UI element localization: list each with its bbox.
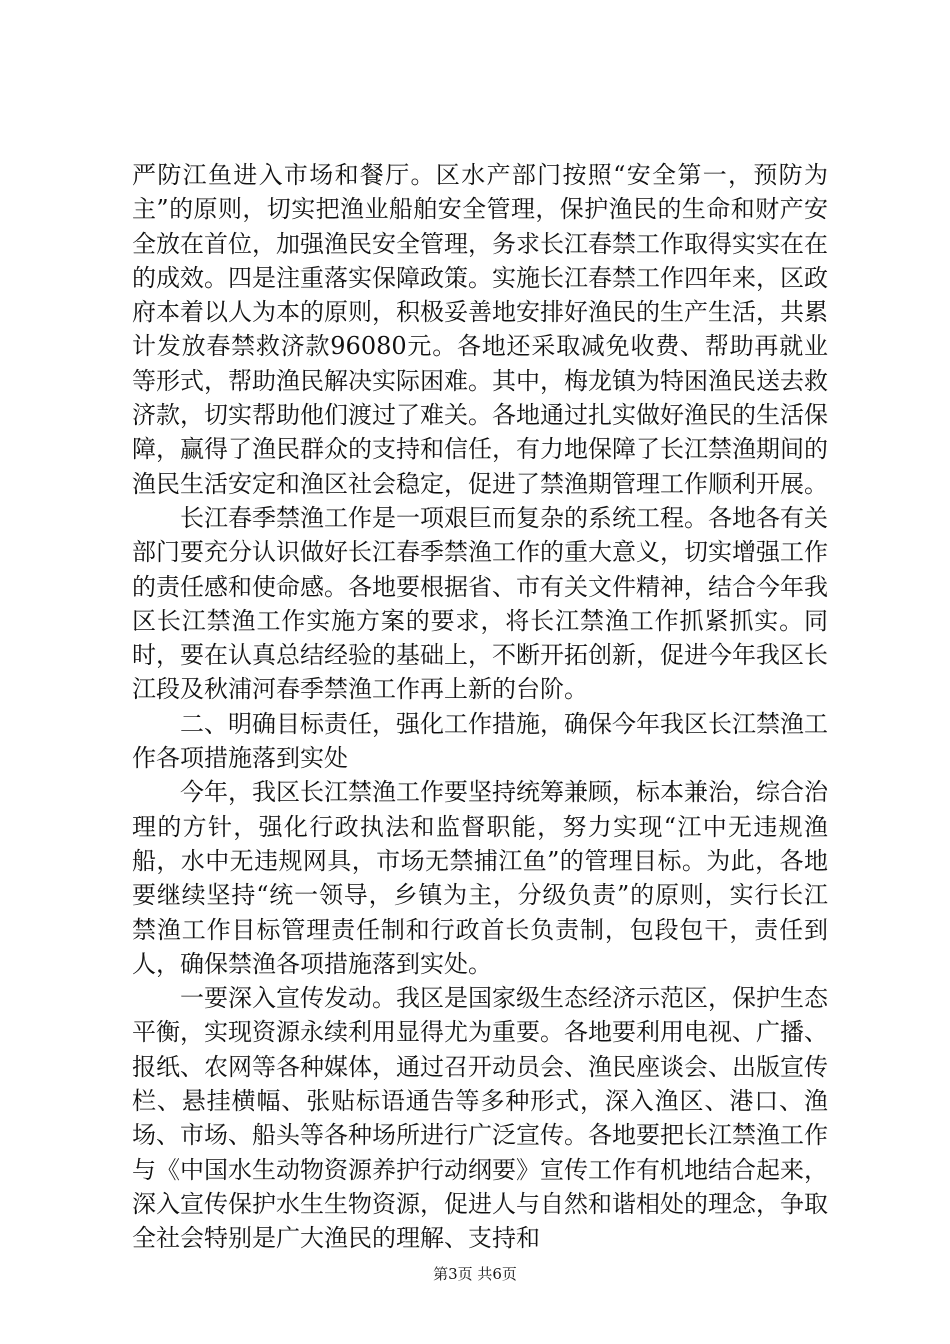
paragraph: 一要深入宣传发动。我区是国家级生态经济示范区，保护生态平衡，实现资源永续利用显得尤为重要。各地要利用电视、广播、报纸、农网等各种媒体，通过召开动员会、渔民座谈会、出版宣传栏、悬挂横幅、张贴标语通告等多种形式，深入渔区、港口、渔场、市场、船头等各种场所进行广泛宣传。各地要把长江禁渔工作与《中国水生动物资源养护行动纲要》宣传工作有机地结合起来，深入宣传保护水生生物资源，促进人与自然和谐相处的理念，争取全社会特别是广大渔民的理解、支持和 <box>132 984 828 1253</box>
paragraph: 今年，我区长江禁渔工作要坚持统筹兼顾，标本兼治，综合治理的方针，强化行政执法和监督职能，努力实现“江中无违规渔船，水中无违规网具，市场无禁捕江鱼”的管理目标。为此，各地要继续坚持“统一领导，乡镇为主，分级负责”的原则，实行长江禁渔工作目标管理责任制和行政首长负责制，包段包干，责任到人，确保禁渔各项措施落到实处。 <box>132 778 828 978</box>
paragraph: 长江春季禁渔工作是一项艰巨而复杂的系统工程。各地各有关部门要充分认识做好长江春季禁渔工作的重大意义，切实增强工作的责任感和使命感。各地要根据省、市有关文件精神，结合今年我区长江禁渔工作实施方案的要求，将长江禁渔工作抓紧抓实。同时，要在认真总结经验的基础上，不断开拓创新，促进今年我区长江段及秋浦河春季禁渔工作再上新的台阶。 <box>132 503 828 704</box>
paragraph-continued: 严防江鱼进入市场和餐厅。区水产部门按照“安全第一，预防为主”的原则，切实把渔业船舶安全管理，保护渔民的生命和财产安全放在首位，加强渔民安全管理，务求长江春禁工作取得实实在在的成效。四是注重落实保障政策。实施长江春禁工作四年来，区政府本着以人为本的原则，积极妥善地安排好渔民的生产生活，共累计发放春禁救济款96080元。各地还采取减免收费、帮助再就业等形式，帮助渔民解决实际困难。其中，梅龙镇为特困渔民送去救济款，切实帮助他们渡过了难关。各地通过扎实做好渔民的生活保障，赢得了渔民群众的支持和信任，有力地保障了长江禁渔期间的渔民生活安定和渔区社会稳定，促进了禁渔期管理工作顺利开展。 <box>132 161 828 498</box>
document-body <box>132 158 828 1256</box>
section-heading: 二、明确目标责任，强化工作措施，确保今年我区长江禁渔工作各项措施落到实处 <box>132 709 828 773</box>
page-number-footer: 第3页 共6页 <box>433 1265 517 1283</box>
